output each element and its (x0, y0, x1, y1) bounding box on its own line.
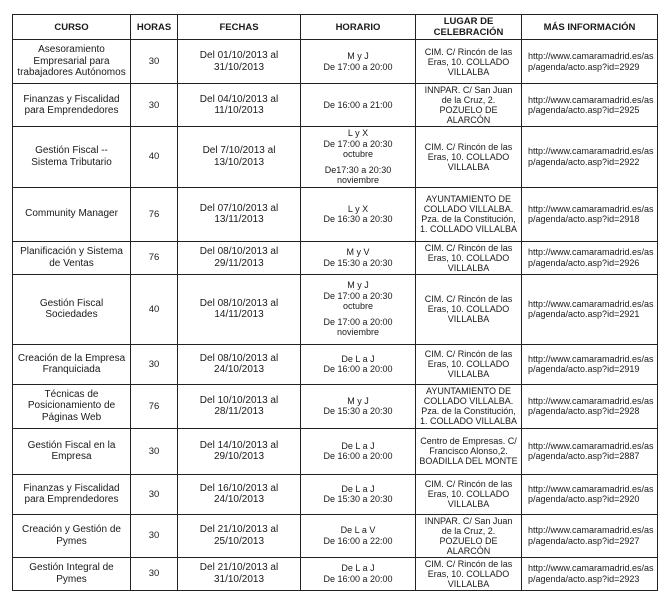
hours-cell: 30 (131, 474, 178, 514)
schedule-line: De L a V (340, 525, 376, 535)
table-row (13, 344, 658, 384)
dates-cell: Del 10/10/2013 al 28/11/2013 (178, 384, 301, 428)
course-name-cell: Asesoramiento Empresarial para trabajadores Autónomos (13, 40, 131, 84)
hours-cell: 30 (131, 428, 178, 474)
schedule-line: octubre (342, 301, 374, 312)
schedule-line: De 15:30 a 20:30 (323, 257, 393, 268)
course-name-cell: Finanzas y Fiscalidad para Emprendedores (13, 474, 131, 514)
hours-cell: 76 (131, 241, 178, 274)
dates-cell: Del 21/10/2013 al 25/10/2013 (178, 514, 301, 557)
course-name-cell: Gestión Fiscal -- Sistema Tributario (13, 127, 131, 188)
more-info-link[interactable]: http://www.camaramadrid.es/as p/agenda/acto.asp?id=2918 (522, 187, 658, 241)
dates-cell: Del 04/10/2013 al 11/10/2013 (178, 84, 301, 127)
schedule-line: octubre (342, 149, 374, 159)
hours-cell: 30 (131, 557, 178, 590)
schedule-line: De L a J (341, 563, 375, 573)
table-row (13, 241, 658, 274)
dates-cell: Del 07/10/2013 al 13/11/2013 (178, 187, 301, 241)
course-name-cell: Community Manager (13, 187, 131, 241)
hours-cell: 76 (131, 187, 178, 241)
venue-cell: INNPAR. C/ San Juan de la Cruz, 2. POZUELO DE ALARCÓN (416, 84, 522, 127)
course-name-cell: Creación y Gestión de Pymes (13, 514, 131, 557)
schedule-line: De 16:00 a 20:00 (323, 364, 393, 374)
more-info-link[interactable]: http://www.camaramadrid.es/as p/agenda/acto.asp?id=2922 (522, 127, 658, 188)
schedule-line: De L a J (341, 353, 375, 364)
schedule-cell (301, 474, 416, 514)
table-row (13, 274, 658, 344)
venue-cell: INNPAR. C/ San Juan de la Cruz, 2. POZUELO DE ALARCÓN (416, 514, 522, 557)
dates-cell: Del 08/10/2013 al 24/10/2013 (178, 344, 301, 384)
course-name-cell: Gestión Integral de Pymes (13, 557, 131, 590)
schedule-line: De17:30 a 20:30 (324, 164, 392, 175)
schedule-line: De L a J (341, 483, 375, 494)
venue-cell: AYUNTAMIENTO DE COLLADO VILLALBA. Pza. de la Constitución, 1. COLLADO VILLALBA (416, 187, 522, 241)
schedule-line: De 16:00 a 20:00 (323, 573, 393, 584)
schedule-cell (301, 127, 416, 188)
course-name-cell: Planificación y Sistema de Ventas (13, 241, 131, 274)
dates-cell: Del 01/10/2013 al 31/10/2013 (178, 40, 301, 84)
dates-cell: Del 21/10/2013 al 31/10/2013 (178, 557, 301, 590)
header-info: MÁS INFORMACIÓN (522, 15, 658, 40)
table-row (13, 40, 658, 84)
schedule-cell (301, 428, 416, 474)
course-name-cell: Gestión Fiscal Sociedades (13, 274, 131, 344)
venue-cell: CIM. C/ Rincón de las Eras, 10. COLLADO VILLALBA (416, 127, 522, 188)
schedule-line: De 17:00 a 20:00 (323, 61, 393, 72)
venue-cell: CIM. C/ Rincón de las Eras, 10. COLLADO VILLALBA (416, 557, 522, 590)
header-curso: CURSO (13, 15, 131, 40)
schedule-line: De 16:00 a 21:00 (323, 99, 393, 110)
dates-cell: Del 08/10/2013 al 14/11/2013 (178, 274, 301, 344)
venue-cell: CIM. C/ Rincón de las Eras, 10. COLLADO VILLALBA (416, 474, 522, 514)
table-row (13, 84, 658, 127)
header-row (13, 15, 658, 40)
schedule-line: De L a J (341, 440, 375, 451)
header-fechas: FECHAS (178, 15, 301, 40)
more-info-link[interactable]: http://www.camaramadrid.es/as p/agenda/acto.asp?id=2927 (522, 514, 658, 557)
dates-cell: Del 7/10/2013 al 13/10/2013 (178, 127, 301, 188)
venue-cell: CIM. C/ Rincón de las Eras, 10. COLLADO VILLALBA (416, 274, 522, 344)
course-name-cell: Gestión Fiscal en la Empresa (13, 428, 131, 474)
venue-cell: AYUNTAMIENTO DE COLLADO VILLALBA. Pza. de la Constitución, 1. COLLADO VILLALBA (416, 384, 522, 428)
schedule-cell (301, 557, 416, 590)
header-horario: HORARIO (301, 15, 416, 40)
more-info-link[interactable]: http://www.camaramadrid.es/as p/agenda/acto.asp?id=2925 (522, 84, 658, 127)
schedule-cell (301, 274, 416, 344)
more-info-link[interactable]: http://www.camaramadrid.es/as p/agenda/acto.asp?id=2921 (522, 274, 658, 344)
hours-cell: 30 (131, 84, 178, 127)
table-row (13, 557, 658, 590)
more-info-link[interactable]: http://www.camaramadrid.es/as p/agenda/acto.asp?id=2919 (522, 344, 658, 384)
schedule-cell (301, 514, 416, 557)
header-horas: HORAS (131, 15, 178, 40)
venue-cell: CIM. C/ Rincón de las Eras, 10. COLLADO VILLALBA (416, 344, 522, 384)
schedule-cell (301, 84, 416, 127)
hours-cell: 30 (131, 514, 178, 557)
course-name-cell: Técnicas de Posicionamiento de Páginas Web (13, 384, 131, 428)
schedule-cell (301, 187, 416, 241)
schedule-line: De 15:30 a 20:30 (323, 406, 393, 416)
more-info-link[interactable]: http://www.camaramadrid.es/as p/agenda/acto.asp?id=2929 (522, 40, 658, 84)
courses-table (12, 14, 658, 591)
table-row (13, 514, 658, 557)
schedule-line: De 15:30 a 20:30 (323, 494, 393, 504)
schedule-cell (301, 40, 416, 84)
venue-cell: CIM. C/ Rincón de las Eras, 10. COLLADO VILLALBA (416, 40, 522, 84)
schedule-line: De 17:00 a 20:30 (323, 138, 393, 149)
more-info-link[interactable]: http://www.camaramadrid.es/as p/agenda/acto.asp?id=2920 (522, 474, 658, 514)
hours-cell: 30 (131, 344, 178, 384)
schedule-line: De 16:30 a 20:30 (323, 214, 393, 224)
table-row (13, 187, 658, 241)
schedule-cell (301, 344, 416, 384)
schedule-line: noviembre (336, 175, 380, 185)
more-info-link[interactable]: http://www.camaramadrid.es/as p/agenda/acto.asp?id=2923 (522, 557, 658, 590)
more-info-link[interactable]: http://www.camaramadrid.es/as p/agenda/acto.asp?id=2926 (522, 241, 658, 274)
dates-cell: Del 08/10/2013 al 29/11/2013 (178, 241, 301, 274)
dates-cell: Del 14/10/2013 al 29/10/2013 (178, 428, 301, 474)
schedule-line: De 17:00 a 20:30 (323, 290, 393, 301)
schedule-line: De 17:00 a 20:00 (323, 316, 393, 327)
more-info-link[interactable]: http://www.camaramadrid.es/as p/agenda/acto.asp?id=2887 (522, 428, 658, 474)
venue-cell: CIM. C/ Rincón de las Eras, 10. COLLADO VILLALBA (416, 241, 522, 274)
schedule-line: De 16:00 a 20:00 (323, 451, 393, 461)
table-row (13, 127, 658, 188)
header-lugar: LUGAR DE CELEBRACIÓN (416, 15, 522, 40)
schedule-line: M y V (346, 247, 370, 257)
hours-cell: 40 (131, 274, 178, 344)
schedule-line: M y J (347, 395, 369, 406)
schedule-line: noviembre (336, 327, 380, 338)
hours-cell: 30 (131, 40, 178, 84)
course-name-cell: Creación de la Empresa Franquiciada (13, 344, 131, 384)
schedule-line: De 16:00 a 22:00 (323, 535, 393, 546)
schedule-line: M y J (347, 51, 369, 61)
schedule-line: L y X (347, 128, 369, 138)
table-row (13, 384, 658, 428)
hours-cell: 76 (131, 384, 178, 428)
course-name-cell: Finanzas y Fiscalidad para Emprendedores (13, 84, 131, 127)
hours-cell: 40 (131, 127, 178, 188)
schedule-line: L y X (347, 203, 369, 214)
table-row (13, 428, 658, 474)
schedule-line: M y J (347, 280, 369, 291)
schedule-cell (301, 384, 416, 428)
more-info-link[interactable]: http://www.camaramadrid.es/as p/agenda/acto.asp?id=2928 (522, 384, 658, 428)
table-row (13, 474, 658, 514)
venue-cell: Centro de Empresas. C/ Francisco Alonso,2. BOADILLA DEL MONTE (416, 428, 522, 474)
schedule-cell (301, 241, 416, 274)
dates-cell: Del 16/10/2013 al 24/10/2013 (178, 474, 301, 514)
